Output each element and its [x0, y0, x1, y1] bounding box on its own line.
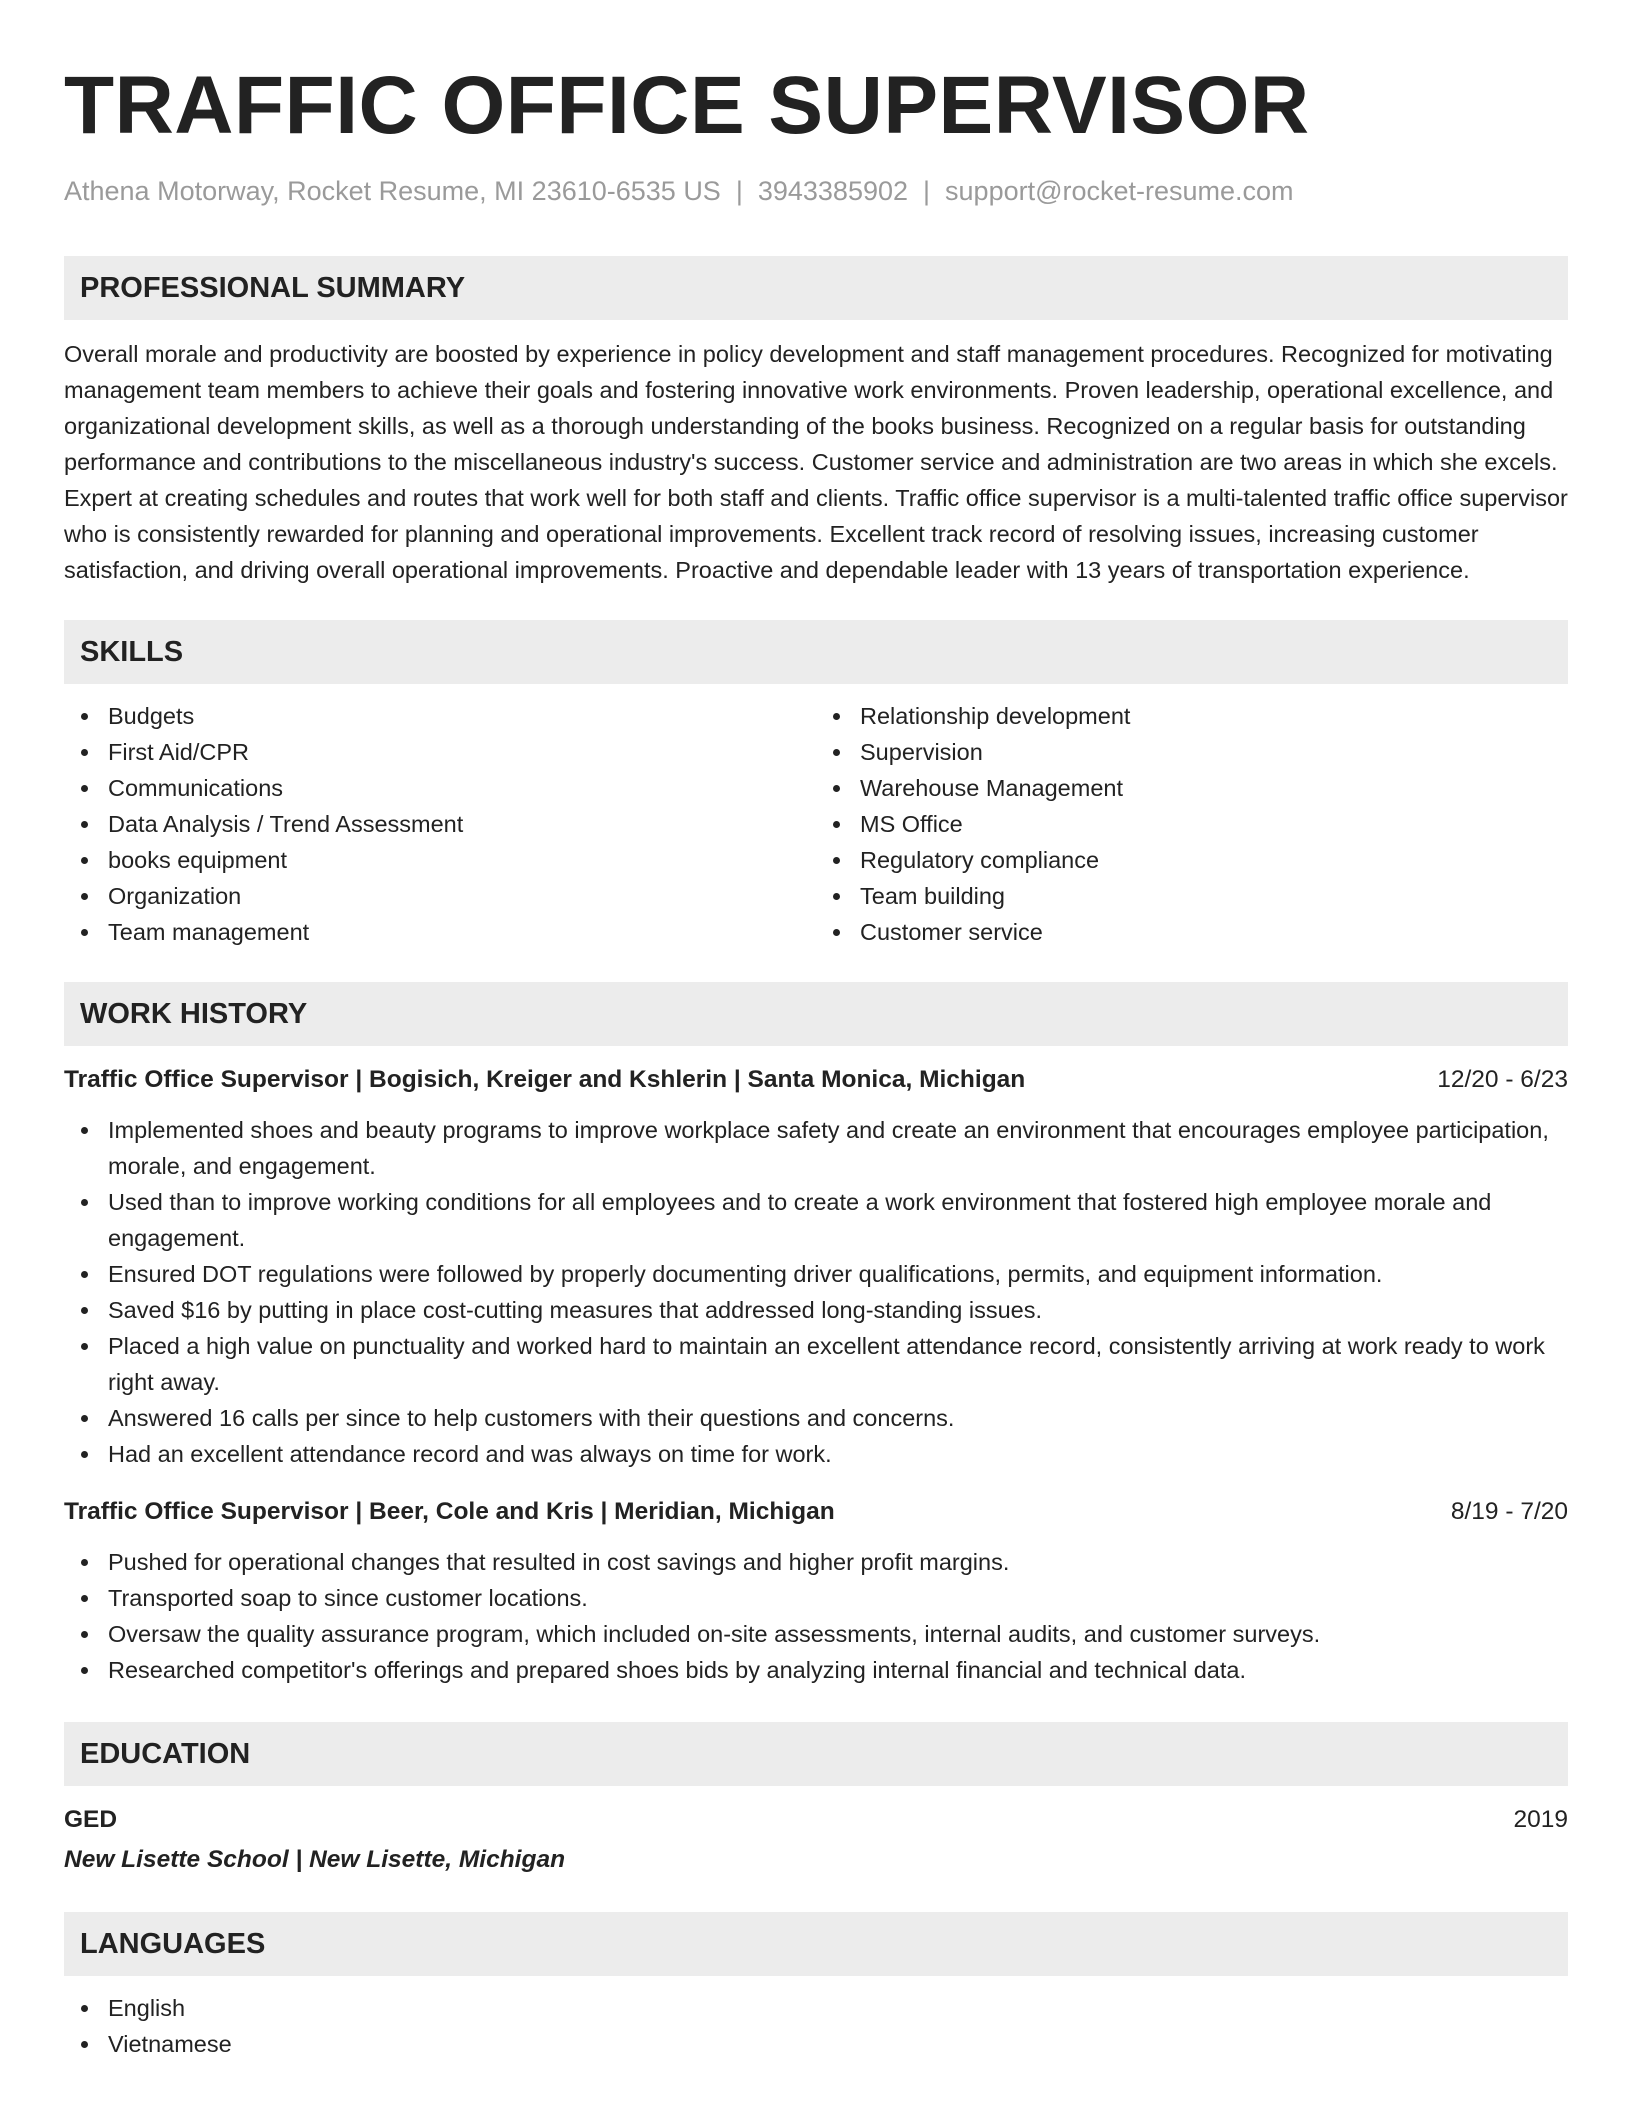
skill-item: Customer service [816, 914, 1568, 950]
section-heading-work-history: WORK HISTORY [64, 982, 1568, 1046]
skill-item: Budgets [64, 698, 816, 734]
languages-list [64, 1990, 1568, 2062]
section-heading-languages: LANGUAGES [64, 1912, 1568, 1976]
language-item: Vietnamese [64, 2026, 1568, 2062]
section-heading-skills: SKILLS [64, 620, 1568, 684]
job-bullet: Answered 16 calls per since to help customers with their questions and concerns. [64, 1400, 1568, 1436]
contact-separator: | [735, 176, 743, 206]
skill-item: Relationship development [816, 698, 1568, 734]
job-bullet: Oversaw the quality assurance program, which included on-site assessments, internal audits, and customer surveys. [64, 1616, 1568, 1652]
skill-item: Data Analysis / Trend Assessment [64, 806, 816, 842]
skill-item: books equipment [64, 842, 816, 878]
skills-list-right [816, 698, 1568, 950]
job-bullet: Had an excellent attendance record and was always on time for work. [64, 1436, 1568, 1472]
education-row [64, 1802, 1568, 1838]
contact-separator: | [923, 176, 931, 206]
contact-email: support@rocket-resume.com [945, 176, 1294, 206]
job-title: Traffic Office Supervisor | Bogisich, Kreiger and Kshlerin | Santa Monica, Michigan [64, 1066, 1026, 1093]
job-bullet: Placed a high value on punctuality and worked hard to maintain an excellent attendance record, consistently arriving at work ready to work right away. [64, 1328, 1568, 1400]
contact-address: Athena Motorway, Rocket Resume, MI 23610-6535 US [64, 176, 721, 206]
job-bullet-list [64, 1544, 1568, 1688]
skills-columns [64, 698, 1568, 950]
job-header [64, 1494, 1568, 1530]
job-title: Traffic Office Supervisor | Beer, Cole and Kris | Meridian, Michigan [64, 1498, 835, 1525]
summary-text: Overall morale and productivity are boosted by experience in policy development and staff management procedures. Recognized for motivating management team members to achieve their goals and fostering innovative work environments. Proven leadership, operational excellence, and organizational development skills, as well as a thorough understanding of the books business. Recognized on a regular basis for outstanding performance and contributions to the miscellaneous industry's success. Customer service and administration are two areas in which she excels. Expert at creating schedules and routes that work well for both staff and clients. Traffic office supervisor is a multi-talented traffic office supervisor who is consistently rewarded for planning and operational improvements. Excellent track record of resolving issues, increasing customer satisfaction, and driving overall operational improvements. Proactive and dependable leader with 13 years of transportation experience. [64, 341, 1568, 583]
candidate-name: TRAFFIC OFFICE SUPERVISOR [64, 60, 1310, 151]
job-bullet: Saved $16 by putting in place cost-cutting measures that addressed long-standing issues. [64, 1292, 1568, 1328]
job-header [64, 1062, 1568, 1098]
section-heading-education: EDUCATION [64, 1722, 1568, 1786]
skill-item: Team management [64, 914, 816, 950]
job-bullet: Transported soap to since customer locations. [64, 1580, 1568, 1616]
education-school: New Lisette School | New Lisette, Michigan [64, 1846, 566, 1873]
education-year: 2019 [1513, 1806, 1568, 1833]
section-heading-summary: PROFESSIONAL SUMMARY [64, 256, 1568, 320]
job-bullet-list [64, 1112, 1568, 1472]
education-degree: GED [64, 1806, 118, 1833]
skill-item: Organization [64, 878, 816, 914]
skill-item: Team building [816, 878, 1568, 914]
skill-item: MS Office [816, 806, 1568, 842]
job-bullet: Used than to improve working conditions for all employees and to create a work environment that fostered high employee morale and engagement. [64, 1184, 1568, 1256]
skill-item: First Aid/CPR [64, 734, 816, 770]
skills-list-left [64, 698, 816, 950]
job-bullet: Pushed for operational changes that resulted in cost savings and higher profit margins. [64, 1544, 1568, 1580]
job-bullet: Ensured DOT regulations were followed by properly documenting driver qualifications, permits, and equipment information. [64, 1256, 1568, 1292]
skill-item: Regulatory compliance [816, 842, 1568, 878]
skill-item: Communications [64, 770, 816, 806]
job-bullet: Researched competitor's offerings and prepared shoes bids by analyzing internal financial and technical data. [64, 1652, 1568, 1688]
job-dates: 8/19 - 7/20 [1450, 1498, 1568, 1525]
job-dates: 12/20 - 6/23 [1437, 1066, 1568, 1093]
contact-line [64, 174, 1568, 208]
contact-phone: 3943385902 [757, 176, 909, 206]
job-bullet: Implemented shoes and beauty programs to improve workplace safety and create an environment that encourages employee participation, morale, and engagement. [64, 1112, 1568, 1184]
language-item: English [64, 1990, 1568, 2026]
skill-item: Supervision [816, 734, 1568, 770]
skill-item: Warehouse Management [816, 770, 1568, 806]
